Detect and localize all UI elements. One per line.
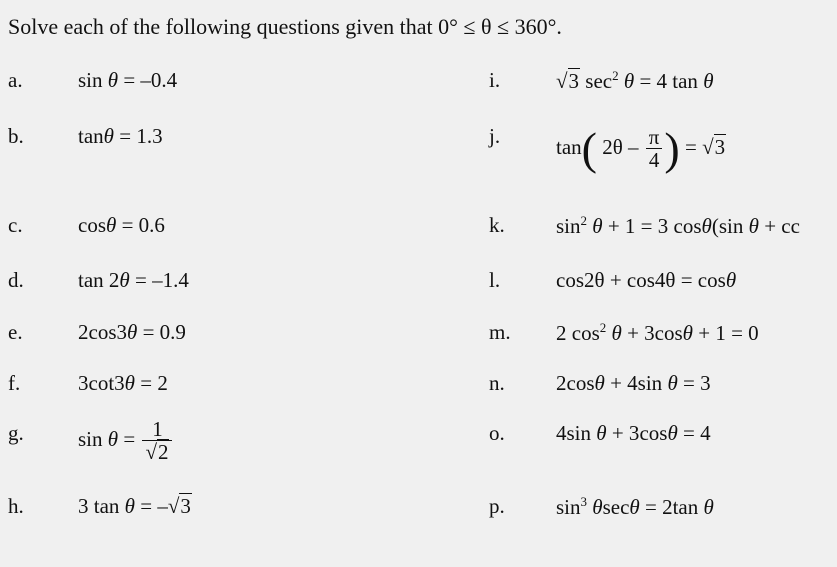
- equation-k-clip: [556, 208, 837, 242]
- label-d: d.: [8, 268, 24, 292]
- equation-a: sin θ = –0.4: [78, 68, 178, 92]
- label-l: l.: [489, 268, 501, 292]
- label-p: p.: [489, 494, 505, 518]
- equation-o: 4sin θ + 3cosθ = 4: [556, 421, 711, 445]
- label-j: j.: [489, 124, 501, 148]
- label-e: e.: [8, 320, 23, 344]
- equation-f: 3cot3θ = 2: [78, 371, 168, 395]
- equation-l: cos2θ + cos4θ = cosθ: [556, 268, 737, 292]
- label-g: g.: [8, 421, 24, 445]
- instruction: Solve each of the following questions given that 0° ≤ θ ≤ 360°.: [8, 14, 562, 39]
- equation-h: 3 tan θ = –√3: [78, 494, 191, 518]
- label-f: f.: [8, 371, 21, 395]
- label-h: h.: [8, 494, 24, 518]
- fraction-g: $\frac{1}{√2}$: [142, 418, 172, 464]
- label-o: o.: [489, 421, 505, 445]
- label-a: a.: [8, 68, 23, 92]
- equation-b: tanθ = 1.3: [78, 124, 163, 148]
- equation-p: $\sin^3 \theta\sec\theta = 2\tan$ θ: [556, 494, 714, 519]
- equation-i: √3 $\sec^2 \theta = 4$ tan θ: [556, 68, 714, 93]
- equation-e: 2cos3θ = 0.9: [78, 320, 186, 344]
- label-b: b.: [8, 124, 24, 148]
- equation-k: $\sin^2 \theta + 1 = 3$ cosθ(sin θ + cc: [556, 213, 800, 238]
- label-k: k.: [489, 213, 505, 237]
- equation-n: 2cosθ + 4sin θ = 3: [556, 371, 711, 395]
- label-i: i.: [489, 68, 501, 92]
- label-c: c.: [8, 213, 23, 237]
- equation-d: tan 2θ = –1.4: [78, 268, 189, 292]
- equation-g: sin θ = $\frac{1}{√2}$: [78, 418, 174, 464]
- equation-c: cosθ = 0.6: [78, 213, 165, 237]
- fraction-j: $\frac{\pi}{4}$: [646, 126, 663, 172]
- label-n: n.: [489, 371, 505, 395]
- equation-m: 2 $\cos^2 \theta + 3\cos\theta + 1 = 0$: [556, 320, 759, 345]
- equation-j: tan( 2θ – $\frac{\pi}{4}$ ) = √3: [556, 123, 726, 175]
- label-m: m.: [489, 320, 511, 344]
